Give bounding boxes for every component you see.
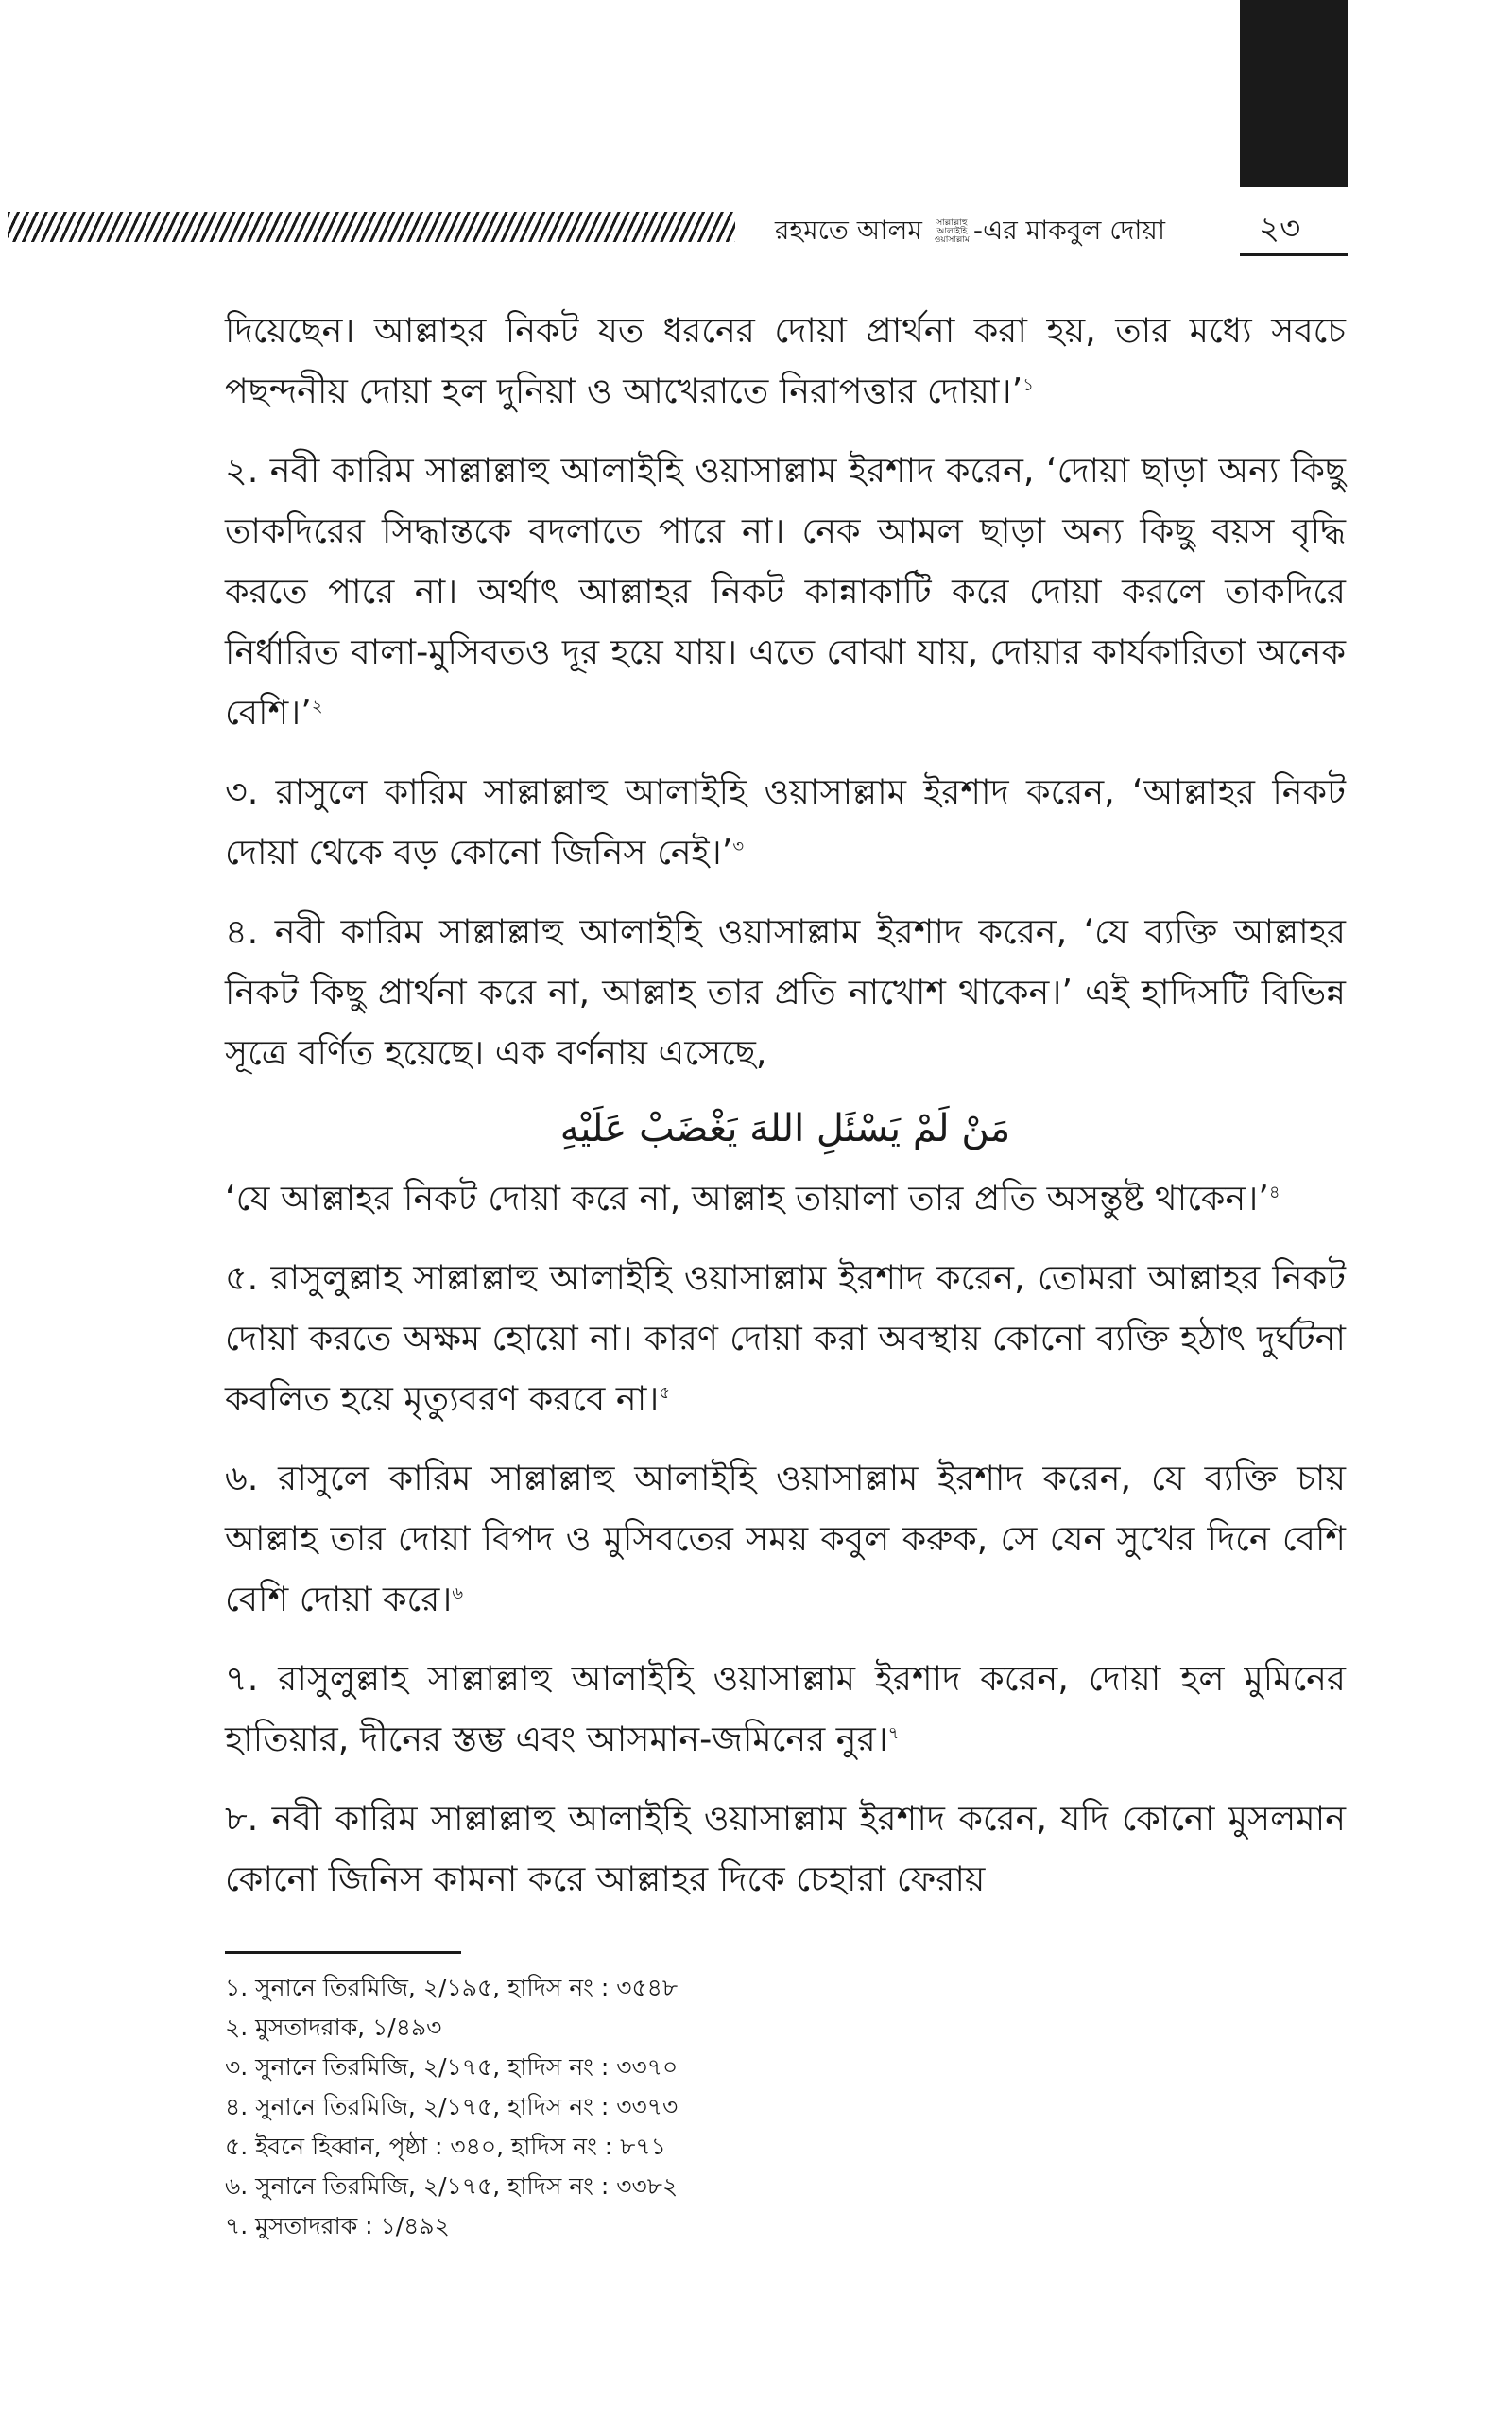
paragraph-text: ৫. রাসুলুল্লাহ সাল্লাল্লাহু আলাইহি ওয়াসাল্লাম ইরশাদ করেন, তোমরা আল্লাহর নিকট দোয়া করতে অক্ষম হোয়ো না। কারণ দোয়া করা অবস্থায় কোনো ব্যক্তি হঠাৎ দুর্ঘটনা কবলিত হয়ে মৃত্যুবরণ করবে না। [225,1257,1346,1419]
honorific-stack [935,219,970,245]
paragraph-text: ৮. নবী কারিম সাল্লাল্লাহু আলাইহি ওয়াসাল্লাম ইরশাদ করেন, যদি কোনো মুসলমান কোনো জিনিস কামনা করে আল্লাহর দিকে চেহারা ফেরায় [225,1798,1346,1899]
honorific-line: আলাইহি [936,226,968,236]
footnote-marker[interactable]: ১ [1022,374,1034,395]
honorific-line: সাল্লাল্লাহু [936,217,968,228]
paragraph-text: দিয়েছেন। আল্লাহর নিকট যত ধরনের দোয়া প্রার্থনা করা হয়, তার মধ্যে সবচে পছন্দনীয় দোয়া হল দুনিয়া ও আখেরাতে নিরাপত্তার দোয়া।’ [225,310,1346,411]
paragraph-text: ৪. নবী কারিম সাল্লাল্লাহু আলাইহি ওয়াসাল্লাম ইরশাদ করেন, ‘যে ব্যক্তি আল্লাহর নিকট কিছু প্রার্থনা করে না, আল্লাহ তার প্রতি নাখোশ থাকেন।’ এই হাদিসটি বিভিন্ন সূত্রে বর্ণিত হয়েছে। এক বর্ণনায় এসেছে, [225,911,1346,1073]
footnote: ৪. সুনানে তিরমিজি, ২/১৭৫, হাদিস নং : ৩৩৭৩ [225,2093,679,2120]
running-header [0,189,1512,255]
footnote: ৫. ইবনে হিব্বান, পৃষ্ঠা : ৩৪০, হাদিস নং : ৮৭১ [225,2133,666,2160]
paragraph [225,301,1346,422]
running-title [775,210,1165,254]
paragraph-text: ‘যে আল্লাহর নিকট দোয়া করে না, আল্লাহ তায়ালা তার প্রতি অসন্তুষ্ট থাকেন।’ [225,1178,1269,1219]
paragraph [225,1649,1346,1770]
paragraph [225,902,1346,1083]
running-title-pre: রহমতে আলম [775,215,922,246]
footnote: ২. মুসতাদরাক, ১/৪৯৩ [225,2014,442,2041]
paragraph [225,1448,1346,1630]
corner-tab [1240,0,1348,187]
footnote: ৩. সুনানে তিরমিজি, ২/১৭৫, হাদিস নং : ৩৩৭০ [225,2053,679,2081]
running-title-post: -এর মাকবুল দোয়া [972,215,1166,246]
paragraph-text: ৬. রাসুলে কারিম সাল্লাল্লাহু আলাইহি ওয়াসাল্লাম ইরশাদ করেন, যে ব্যক্তি চায় আল্লাহ তার দোয়া বিপদ ও মুসিবতের সময় কবুল করুক, সে যেন সুখের দিনে বেশি বেশি দোয়া করে। [225,1458,1346,1619]
paragraph-text: ৭. রাসুলুল্লাহ সাল্লাল্লাহু আলাইহি ওয়াসাল্লাম ইরশাদ করেন, দোয়া হল মুমিনের হাতিয়ার, দীনের স্তম্ভ এবং আসমান-জমিনের নুর। [225,1658,1346,1759]
paragraph [225,762,1346,883]
paragraph [225,441,1346,743]
footnote: ১. সুনানে তিরমিজি, ২/১৯৫, হাদিস নং : ৩৫৪৮ [225,1974,679,2001]
page-number: ২৩ [1259,210,1301,248]
footnote-marker[interactable]: ২ [311,696,323,717]
body-text [225,301,1346,1928]
footnote-marker[interactable]: ৩ [732,836,745,856]
footnote-marker[interactable]: ৭ [887,1722,900,1743]
hatch-ornament [8,212,735,242]
paragraph [225,1168,1346,1229]
footnote-marker[interactable]: ৫ [659,1382,671,1403]
paragraph-text: ৩. রাসুলে কারিম সাল্লাল্লাহু আলাইহি ওয়াসাল্লাম ইরশাদ করেন, ‘আল্লাহর নিকট দোয়া থেকে বড় কোনো জিনিস নেই।’ [225,771,1346,873]
honorific-line: ওয়াসাল্লাম [934,234,970,245]
footnote: ৭. মুসতাদরাক : ১/৪৯২ [225,2212,450,2239]
footnote-marker[interactable]: ৪ [1268,1182,1280,1202]
footnote: ৬. সুনানে তিরমিজি, ২/১৭৫, হাদিস নং : ৩৩৮২ [225,2172,679,2200]
paragraph [225,1248,1346,1429]
footnote-rule [225,1951,461,1954]
paragraph [225,1789,1346,1910]
arabic-quote: مَنْ لَمْ يَسْئَلِ اللهَ يَغْضَبْ عَلَيْهِ [559,1107,1011,1150]
paragraph-text: ২. নবী কারিম সাল্লাল্লাহু আলাইহি ওয়াসাল্লাম ইরশাদ করেন, ‘দোয়া ছাড়া অন্য কিছু তাকদিরের সিদ্ধান্তকে বদলাতে পারে না। নেক আমল ছাড়া অন্য কিছু বয়স বৃদ্ধি করতে পারে না। অর্থাৎ আল্লাহর নিকট কান্নাকাটি করে দোয়া করলে তাকদিরে নির্ধারিত বালা-মুসিবতও দূর হয়ে যায়। এতে বোঝা যায়, দোয়ার কার্যকারিতা অনেক বেশি।’ [225,450,1346,733]
footnote-marker[interactable]: ৬ [452,1582,464,1603]
footnotes [225,1968,1170,2246]
